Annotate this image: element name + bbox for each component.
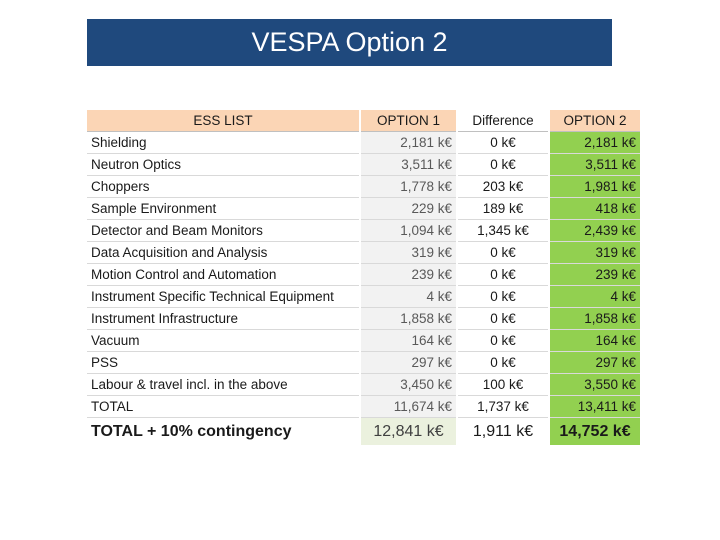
row-option-1-value: 4 k€ [360,286,457,308]
row-option-2-value: 1,858 k€ [549,308,640,330]
row-option-1-value: 297 k€ [360,352,457,374]
row-option-1-value: 1,778 k€ [360,176,457,198]
row-option-2-value: 3,511 k€ [549,154,640,176]
row-option-1-value: 1,094 k€ [360,220,457,242]
row-difference-value: 0 k€ [457,330,549,352]
row-option-2-value: 319 k€ [549,242,640,264]
row-difference-value: 0 k€ [457,264,549,286]
budget-table [87,110,640,445]
row-difference-value: 0 k€ [457,242,549,264]
row-option-1-value: 319 k€ [360,242,457,264]
header-option-1: OPTION 1 [360,110,457,132]
row-difference-value: 0 k€ [457,132,549,154]
table-row [87,176,640,198]
row-option-1-value: 2,181 k€ [360,132,457,154]
row-option-1-value: 1,858 k€ [360,308,457,330]
table-row [87,330,640,352]
row-difference-value: 189 k€ [457,198,549,220]
row-item-name: Neutron Optics [87,154,360,176]
grand-total-option-2: 14,752 k€ [549,418,640,446]
table-row [87,154,640,176]
table-row [87,264,640,286]
row-difference-value: 203 k€ [457,176,549,198]
header-option-2: OPTION 2 [549,110,640,132]
row-difference-value: 0 k€ [457,352,549,374]
row-difference-value: 0 k€ [457,154,549,176]
row-option-2-value: 164 k€ [549,330,640,352]
table-row [87,374,640,396]
row-option-2-value: 418 k€ [549,198,640,220]
row-item-name: Detector and Beam Monitors [87,220,360,242]
row-item-name: Shielding [87,132,360,154]
slide-title: VESPA Option 2 [251,27,448,57]
row-option-2-value: 4 k€ [549,286,640,308]
row-difference-value: 100 k€ [457,374,549,396]
row-option-2-value: 297 k€ [549,352,640,374]
row-item-name: Data Acquisition and Analysis [87,242,360,264]
table-row [87,198,640,220]
row-item-name: Instrument Infrastructure [87,308,360,330]
table-header-row [87,110,640,132]
row-option-1-value: 229 k€ [360,198,457,220]
table-row [87,132,640,154]
row-option-2-value: 3,550 k€ [549,374,640,396]
table-row [87,242,640,264]
row-item-name: Vacuum [87,330,360,352]
row-item-name: Sample Environment [87,198,360,220]
row-option-1-value: 3,511 k€ [360,154,457,176]
row-item-name: Motion Control and Automation [87,264,360,286]
row-difference-value: 0 k€ [457,286,549,308]
row-option-1-value: 164 k€ [360,330,457,352]
title-banner [87,19,612,66]
row-option-1-value: 239 k€ [360,264,457,286]
grand-total-option-1: 12,841 k€ [360,418,457,446]
table-row [87,286,640,308]
row-option-2-value: 13,411 k€ [549,396,640,418]
grand-total-row [87,418,640,446]
row-difference-value: 1,737 k€ [457,396,549,418]
grand-total-label: TOTAL + 10% contingency [87,418,360,446]
row-item-name: TOTAL [87,396,360,418]
table-row [87,220,640,242]
table-row [87,352,640,374]
row-option-2-value: 1,981 k€ [549,176,640,198]
row-option-1-value: 11,674 k€ [360,396,457,418]
header-difference: Difference [457,110,549,132]
row-item-name: Instrument Specific Technical Equipment [87,286,360,308]
row-item-name: PSS [87,352,360,374]
row-option-2-value: 239 k€ [549,264,640,286]
table-row [87,308,640,330]
row-item-name: Labour & travel incl. in the above [87,374,360,396]
grand-total-difference: 1,911 k€ [457,418,549,446]
row-option-2-value: 2,439 k€ [549,220,640,242]
table-row [87,396,640,418]
header-ess-list: ESS LIST [87,110,360,132]
row-option-1-value: 3,450 k€ [360,374,457,396]
row-option-2-value: 2,181 k€ [549,132,640,154]
row-difference-value: 0 k€ [457,308,549,330]
row-item-name: Choppers [87,176,360,198]
row-difference-value: 1,345 k€ [457,220,549,242]
